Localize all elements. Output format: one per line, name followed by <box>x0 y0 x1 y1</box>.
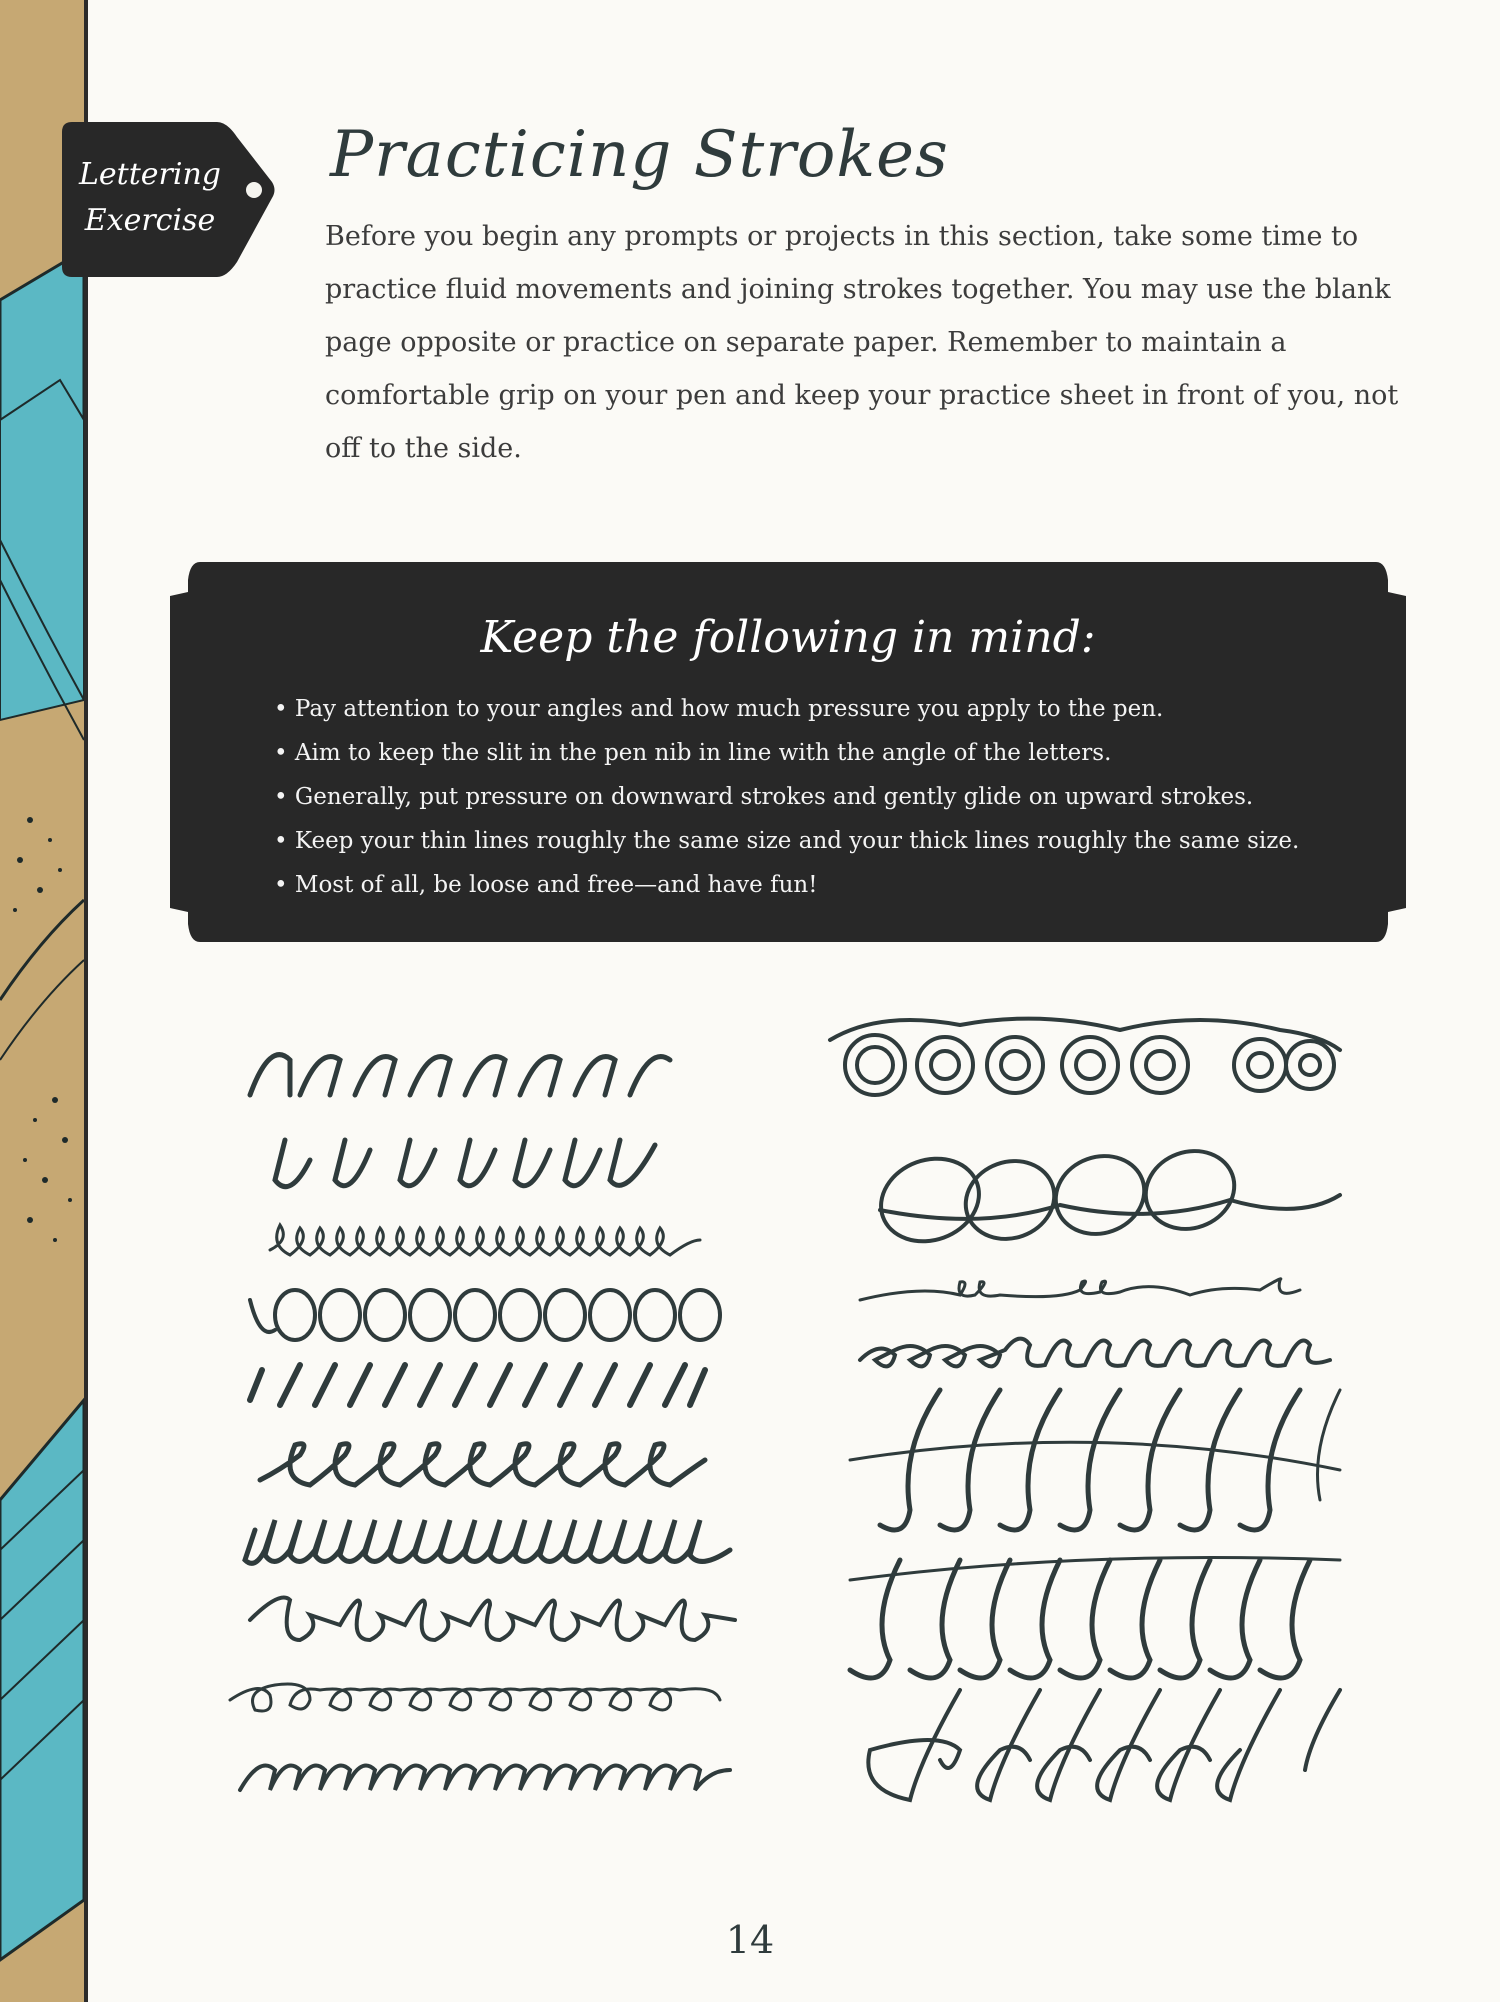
page-number: 14 <box>725 1918 775 1962</box>
long-s-strokes <box>850 1390 1340 1530</box>
tip-item: • Most of all, be loose and free—and have fun! <box>274 863 1299 907</box>
diagonal-strokes <box>250 1365 705 1405</box>
loop-strokes <box>868 1690 1340 1800</box>
tag-line-2: Exercise <box>84 203 216 238</box>
tip-item: • Aim to keep the slit in the pen nib in line with the angle of the letters. <box>274 731 1299 775</box>
keep-in-mind-heading: Keep the following in mind: <box>480 612 1096 663</box>
spiral-row <box>830 1019 1340 1095</box>
underturn-strokes <box>275 1140 655 1187</box>
tag-line-1: Lettering <box>78 157 221 192</box>
oval-loop-row <box>869 1139 1340 1255</box>
tip-item: • Generally, put pressure on downward strokes and gently glide on upward strokes. <box>274 775 1299 819</box>
tip-item: • Pay attention to your angles and how much pressure you apply to the pen. <box>274 687 1299 731</box>
page-title: Practicing Strokes <box>330 118 949 192</box>
overturn-strokes <box>250 1055 670 1095</box>
tip-item: • Keep your thin lines roughly the same size and your thick lines roughly the same size. <box>274 819 1299 863</box>
oval-row <box>250 1290 720 1340</box>
s-strokes <box>850 1558 1340 1679</box>
intro-paragraph: Before you begin any prompts or projects in this section, take some time to practice fluid movements and joining strokes together. You may use the blank page opposite or practice on separate paper. Remember to maintain a comfortable grip on your pen and keep your practice sheet in front of you, not off to the side. <box>325 221 1399 464</box>
